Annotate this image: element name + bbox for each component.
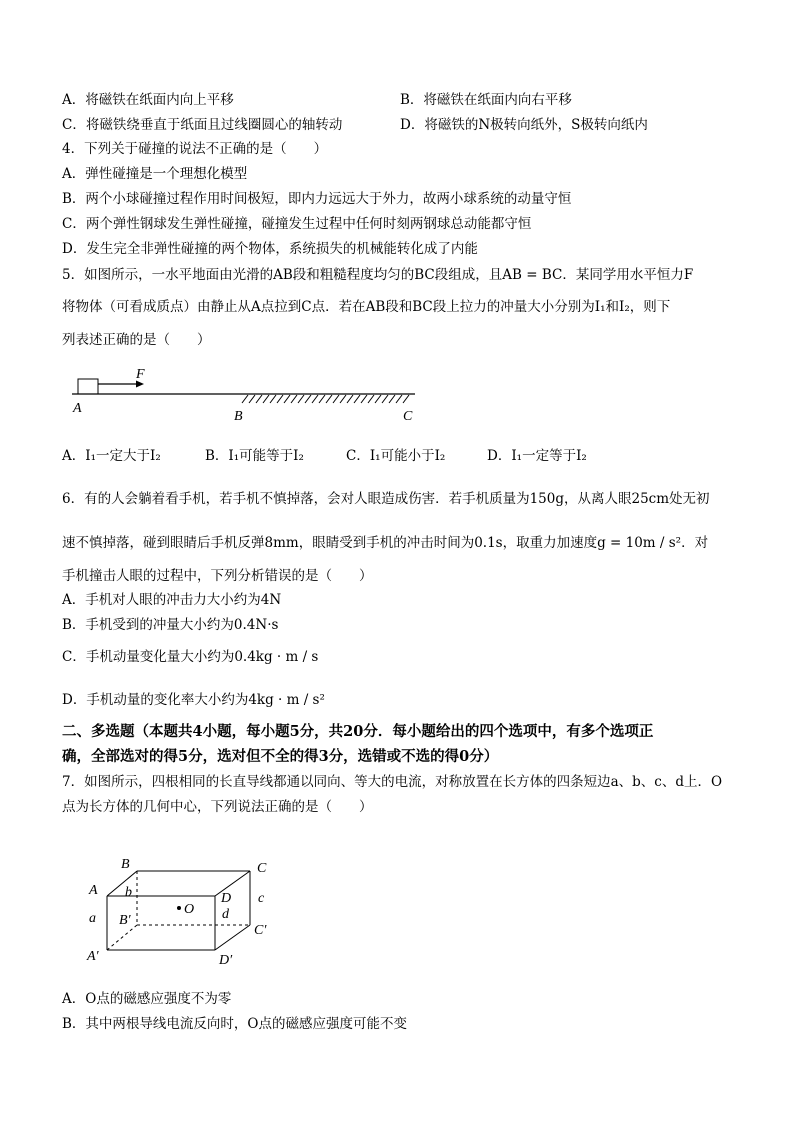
q3-option-a: A．将磁铁在纸面内向上平移 <box>62 92 234 108</box>
q4-stem: 4．下列关于碰撞的说法不正确的是（ ） <box>62 141 328 157</box>
label-d: D <box>221 891 232 906</box>
q5-option-c: C．I₁可能小于I₂ <box>346 448 446 464</box>
point-b-label: B <box>234 409 243 424</box>
q6-option-d: D．手机动量的变化率大小约为4kg · m / s² <box>62 692 325 708</box>
label-edge-d: d <box>222 907 229 922</box>
q5-stem-line3: 列表述正确的是（ ） <box>62 332 211 348</box>
q5-figure <box>70 362 430 424</box>
q6-stem-line2: 速不慎掉落，碰到眼睛后手机反弹8mm，眼睛受到手机的冲击时间为0.1s，取重力加速度g = 10m / s²．对 <box>62 535 709 551</box>
label-edge-c: c <box>258 891 265 906</box>
q7-option-b: B．其中两根导线电流反向时，O点的磁感应强度可能不变 <box>62 1016 407 1032</box>
label-d-prime: D′ <box>219 953 233 968</box>
q3-option-d: D．将磁铁的N极转向纸外，S极转向纸内 <box>400 117 648 133</box>
q4-option-c: C．两个弹性钢球发生弹性碰撞，碰撞发生过程中任何时刻两钢球总动能都守恒 <box>62 216 532 232</box>
label-b-prime: B′ <box>119 913 131 928</box>
q4-option-b: B．两个小球碰撞过程作用时间极短，即内力远远大于外力，故两小球系统的动量守恒 <box>62 191 572 207</box>
q6-option-c: C．手机动量变化量大小约为0.4kg · m / s <box>62 649 319 665</box>
center-o-dot <box>177 906 181 910</box>
label-a-prime: A′ <box>87 949 99 964</box>
label-c: C <box>257 861 267 876</box>
q5-option-d: D．I₁一定等于I₂ <box>487 448 587 464</box>
q6-stem-line3: 手机撞击人眼的过程中，下列分析错误的是（ ） <box>62 568 373 584</box>
block <box>78 379 98 394</box>
section2-heading-line1: 二、多选题（本题共4小题，每小题5分，共20分．每小题给出的四个选项中，有多个选项正 <box>62 723 654 740</box>
q4-option-d: D．发生完全非弹性碰撞的两个物体，系统损失的机械能转化成了内能 <box>62 241 478 257</box>
q6-stem-line1: 6．有的人会躺着看手机，若手机不慎掉落，会对人眼造成伤害．若手机质量为150g，从离人眼25cm处无初 <box>62 491 710 507</box>
q6-option-a: A．手机对人眼的冲击力大小约为4N <box>62 592 282 608</box>
label-c-prime: C′ <box>254 923 267 938</box>
q5-option-b: B．I₁可能等于I₂ <box>205 448 304 464</box>
point-c-label: C <box>403 409 413 424</box>
q5-option-a: A．I₁一定大于I₂ <box>62 448 161 464</box>
q5-stem-line1: 5．如图所示，一水平地面由光滑的AB段和粗糙程度均匀的BC段组成，且AB = BC．某同学用水平恒力F <box>62 267 694 283</box>
q7-stem-line2: 点为长方体的几何中心，下列说法正确的是（ ） <box>62 799 373 815</box>
q5-stem-line2: 将物体（可看成质点）由静止从A点拉到C点．若在AB段和BC段上拉力的冲量大小分别为I₁和I₂，则下 <box>62 299 671 315</box>
q7-option-a: A．O点的磁感应强度不为零 <box>62 991 232 1007</box>
q7-stem-line1: 7．如图所示，四根相同的长直导线都通以同向、等大的电流，对称放置在长方体的四条短边a、b、c、d上．O <box>62 774 723 790</box>
force-label: F <box>136 367 145 382</box>
label-edge-b: b <box>125 885 132 900</box>
label-b: B <box>121 857 130 872</box>
q7-figure <box>85 850 285 972</box>
q3-option-c: C．将磁铁绕垂直于纸面且过线圈圆心的轴转动 <box>62 117 343 133</box>
rough-hatching <box>242 395 409 403</box>
section2-heading-line2: 确，全部选对的得5分，选对但不全的得3分，选错或不选的得0分） <box>62 748 499 765</box>
point-a-label: A <box>73 401 82 416</box>
q4-option-a: A．弹性碰撞是一个理想化模型 <box>62 166 248 182</box>
q3-option-b: B．将磁铁在纸面内向右平移 <box>400 92 572 108</box>
label-o: O <box>184 902 195 917</box>
q6-option-b: B．手机受到的冲量大小约为0.4N·s <box>62 617 279 633</box>
label-a: A <box>89 883 98 898</box>
label-edge-a: a <box>89 911 96 926</box>
